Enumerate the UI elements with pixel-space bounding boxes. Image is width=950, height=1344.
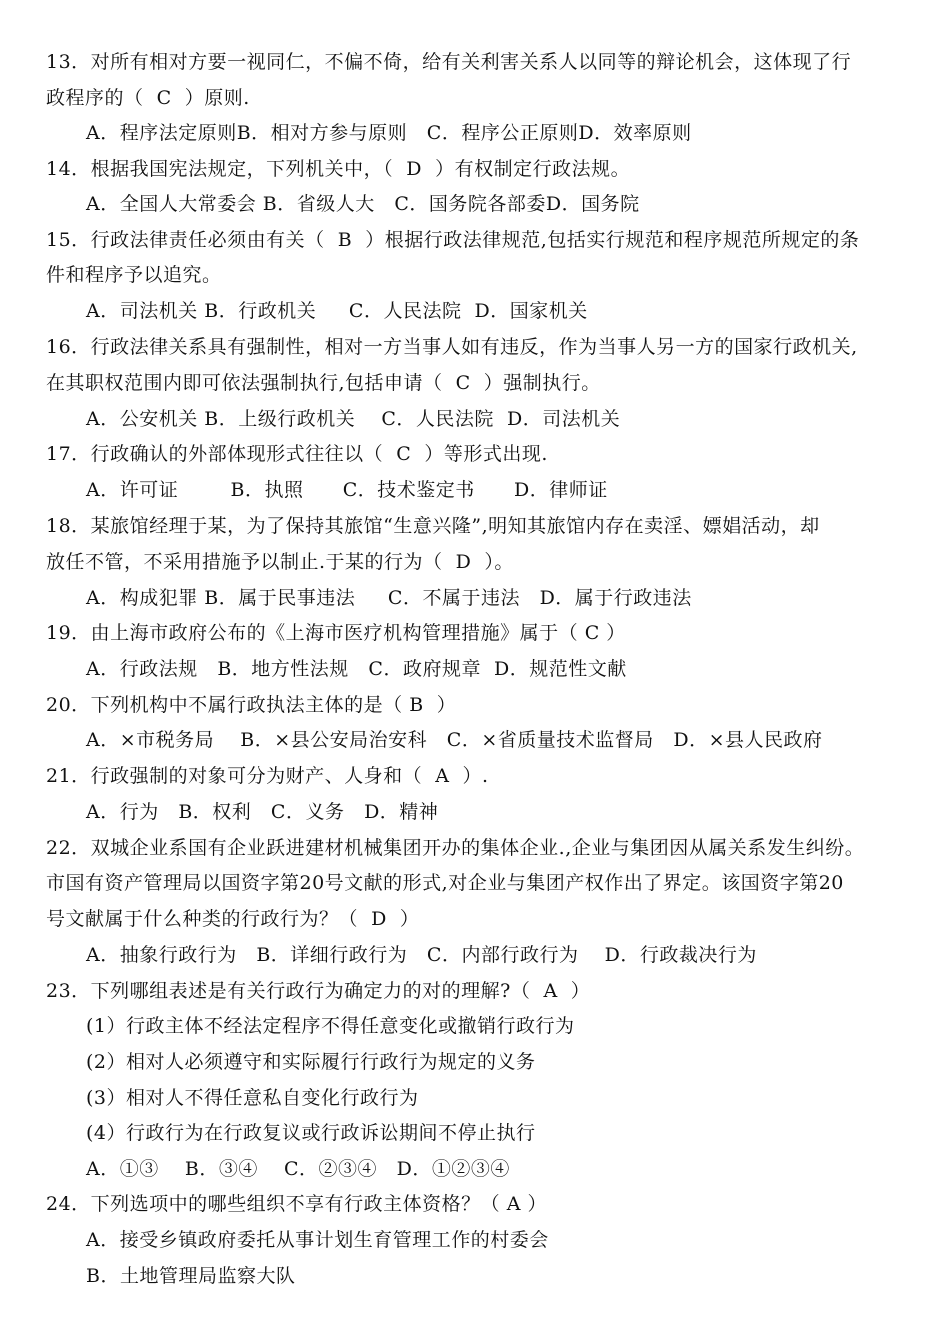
question-23-statement-4: (4）行政行为在行政复议或行政诉讼期间不停止执行 bbox=[86, 1122, 536, 1144]
question-17-text: 17．行政确认的外部体现形式往往以（ C ）等形式出现. bbox=[46, 443, 548, 465]
question-19-text: 19．由上海市政府公布的《上海市医疗机构管理措施》属于（ C ） bbox=[46, 622, 626, 644]
question-24-option-a: A．接受乡镇政府委托从事计划生育管理工作的村委会 bbox=[86, 1229, 549, 1251]
question-18-options: A．构成犯罪 B．属于民事违法 C．不属于违法 D．属于行政违法 bbox=[86, 587, 692, 609]
question-23-statement-3: (3）相对人不得任意私自变化行政行为 bbox=[86, 1087, 419, 1109]
question-24-text: 24．下列选项中的哪些组织不享有行政主体资格？（ A ） bbox=[46, 1193, 547, 1215]
question-19-options: A．行政法规 B．地方性法规 C．政府规章 D．规范性文献 bbox=[86, 658, 627, 680]
question-24-option-b: B．土地管理局监察大队 bbox=[86, 1265, 296, 1287]
question-22-text: 22．双城企业系国有企业跃进建材机械集团开办的集体企业.,企业与集团因从属关系发生纠纷。 bbox=[46, 837, 865, 859]
question-14-options: A．全国人大常委会 B．省级人大 C．国务院各部委D．国务院 bbox=[86, 193, 640, 215]
question-18-text: 18．某旅馆经理于某，为了保持其旅馆“生意兴隆”,明知其旅馆内存在卖淫、嫖娼活动，却 bbox=[46, 515, 820, 537]
question-21-text: 21．行政强制的对象可分为财产、人身和（ A ）. bbox=[46, 765, 489, 787]
question-23-text: 23．下列哪组表述是有关行政行为确定力的对的理解?（ A ） bbox=[46, 980, 591, 1002]
question-15-text: 15．行政法律责任必须由有关（ B ）根据行政法律规范,包括实行规范和程序规范所规定的条 bbox=[46, 229, 860, 251]
question-23-statement-1: (1）行政主体不经法定程序不得任意变化或撤销行政行为 bbox=[86, 1015, 575, 1037]
question-20-options: A．×市税务局 B．×县公安局治安科 C．×省质量技术监督局 D．×县人民政府 bbox=[86, 729, 823, 751]
question-22-options: A．抽象行政行为 B．详细行政行为 C．内部行政行为 D．行政裁决行为 bbox=[86, 944, 757, 966]
question-17-options: A．许可证 B．执照 C．技术鉴定书 D．律师证 bbox=[86, 479, 608, 501]
question-14-text: 14．根据我国宪法规定，下列机关中，（ D ）有权制定行政法规。 bbox=[46, 158, 631, 180]
question-23-statement-2: (2）相对人必须遵守和实际履行行政行为规定的义务 bbox=[86, 1051, 536, 1073]
question-15-options: A．司法机关 B．行政机关 C．人民法院 D．国家机关 bbox=[86, 300, 588, 322]
question-22-text-cont-2: 号文献属于什么种类的行政行为？（ D ） bbox=[46, 908, 420, 930]
question-22-text-cont-1: 市国有资产管理局以国资字第20号文献的形式,对企业与集团产权作出了界定。该国资字第20 bbox=[46, 872, 844, 894]
question-13-text: 13．对所有相对方要一视同仁，不偏不倚，给有关利害关系人以同等的辩论机会，这体现了行 bbox=[46, 51, 852, 73]
question-13-options: A．程序法定原则B．相对方参与原则 C．程序公正原则D．效率原则 bbox=[86, 122, 692, 144]
question-16-text-cont: 在其职权范围内即可依法强制执行,包括申请（ C ）强制执行。 bbox=[46, 372, 601, 394]
question-21-options: A．行为 B．权利 C．义务 D．精神 bbox=[86, 801, 439, 823]
question-20-text: 20．下列机构中不属行政执法主体的是（ B ） bbox=[46, 694, 457, 716]
question-23-options: A．①③ B．③④ C．②③④ D．①②③④ bbox=[86, 1158, 510, 1180]
question-15-text-cont: 件和程序予以追究。 bbox=[46, 264, 222, 286]
question-16-options: A．公安机关 B．上级行政机关 C．人民法院 D．司法机关 bbox=[86, 408, 621, 430]
question-13-text-cont: 政程序的（ C ）原则. bbox=[46, 87, 250, 109]
question-18-text-cont: 放任不管，不采用措施予以制止.于某的行为（ D ）。 bbox=[46, 551, 514, 573]
question-16-text: 16．行政法律关系具有强制性，相对一方当事人如有违反，作为当事人另一方的国家行政机关, bbox=[46, 336, 858, 358]
